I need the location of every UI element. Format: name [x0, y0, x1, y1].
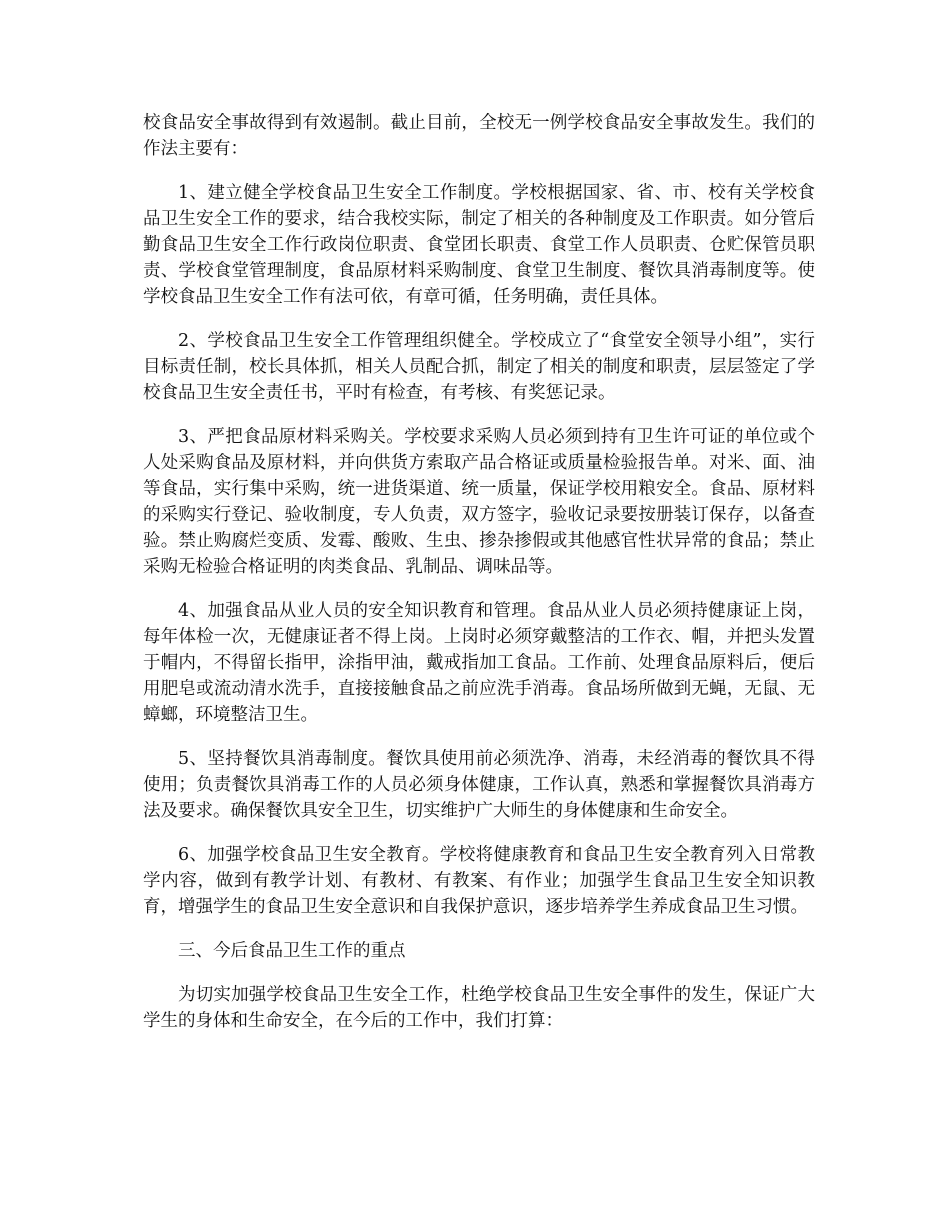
paragraph-item-5: 5、坚持餐饮具消毒制度。餐饮具使用前必须洗净、消毒，未经消毒的餐饮具不得使用；负责餐饮具消毒工作的人员必须身体健康，工作认真，熟悉和掌握餐饮具消毒方法及要求。确保餐饮具安全卫生，切实维护广大师生的身体健康和生命安全。 [143, 749, 815, 821]
paragraph-item-4: 4、加强食品从业人员的安全知识教育和管理。食品从业人员必须持健康证上岗，每年体检一次，无健康证者不得上岗。上岗时必须穿戴整洁的工作衣、帽，并把头发置于帽内，不得留长指甲，涂指甲油，戴戒指加工食品。工作前、处理食品原料后，便后用肥皂或流动清水洗手，直接接触食品之前应洗手消毒。食品场所做到无蝇，无鼠、无蟑螂，环境整洁卫生。 [143, 601, 815, 725]
paragraph-item-2: 2、学校食品卫生安全工作管理组织健全。学校成立了“食堂安全领导小组”，实行目标责任制，校长具体抓，相关人员配合抓，制定了相关的制度和职责，层层签定了学校食品卫生安全责任书，平时有检查，有考核、有奖惩记录。 [143, 331, 815, 403]
paragraph-item-1: 1、建立健全学校食品卫生安全工作制度。学校根据国家、省、市、校有关学校食品卫生安全工作的要求，结合我校实际，制定了相关的各种制度及工作职责。如分管后勤食品卫生安全工作行政岗位职责、食堂团长职责、食堂工作人员职责、仓贮保管员职责、学校食堂管理制度，食品原材料采购制度、食堂卫生制度、餐饮具消毒制度等。使学校食品卫生安全工作有法可依，有章可循，任务明确，责任具体。 [143, 183, 815, 307]
paragraph-item-6: 6、加强学校食品卫生安全教育。学校将健康教育和食品卫生安全教育列入日常教学内容，做到有教学计划、有教材、有教案、有作业；加强学生食品卫生安全知识教育，增强学生的食品卫生安全意识和自我保护意识，逐步培养学生养成食品卫生习惯。 [143, 845, 815, 917]
document-body [143, 110, 815, 1052]
paragraph-intro: 校食品安全事故得到有效遏制。截止目前，全校无一例学校食品安全事故发生。我们的作法主要有： [143, 113, 815, 159]
section-heading: 三、今后食品卫生工作的重点 [178, 941, 406, 961]
paragraph-closing: 为切实加强学校食品卫生安全工作，杜绝学校食品卫生安全事件的发生，保证广大学生的身体和生命安全，在今后的工作中，我们打算： [143, 985, 815, 1031]
paragraph-item-3: 3、严把食品原材料采购关。学校要求采购人员必须到持有卫生许可证的单位或个人处采购食品及原材料，并向供货方索取产品合格证或质量检验报告单。对米、面、油等食品，实行集中采购，统一进货渠道、统一质量，保证学校用粮安全。食品、原材料的采购实行登记、验收制度，专人负责，双方签字，验收记录要按册装订保存，以备查验。禁止购腐烂变质、发霉、酸败、生虫、掺杂掺假或其他感官性状异常的食品；禁止采购无检验合格证明的肉类食品、乳制品、调味品等。 [143, 427, 815, 577]
